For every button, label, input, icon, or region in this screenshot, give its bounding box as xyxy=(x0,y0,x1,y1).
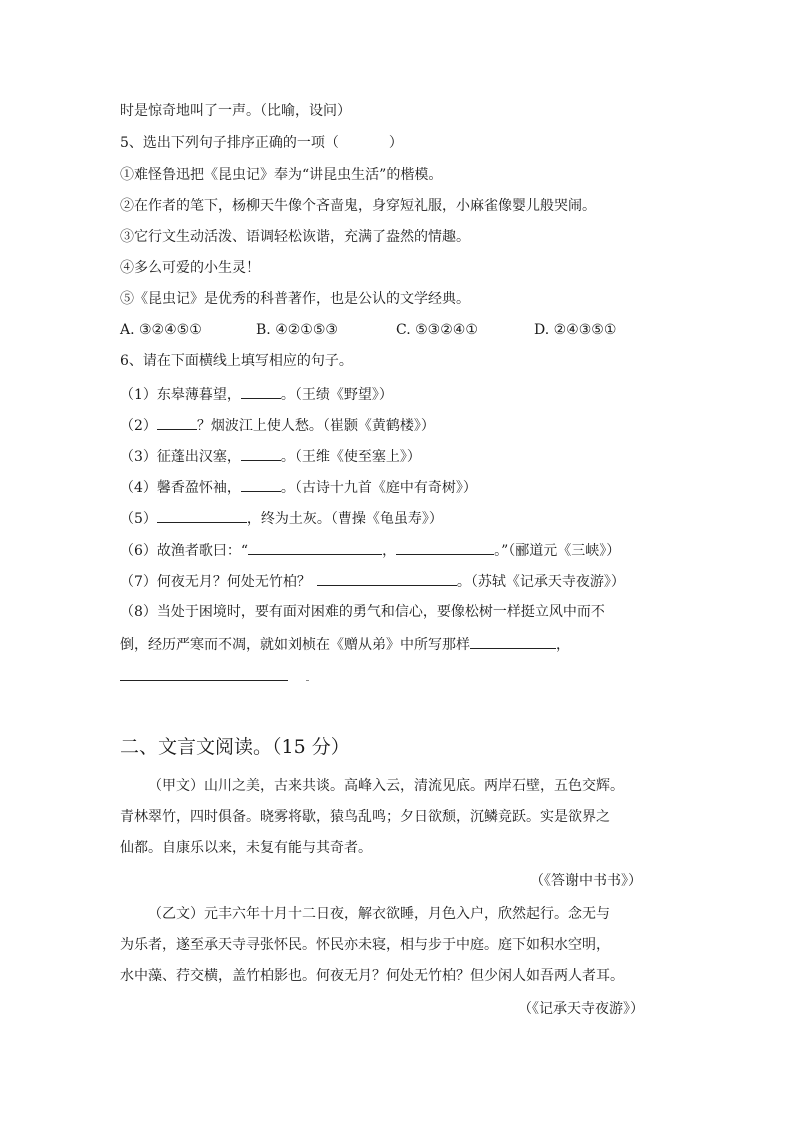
question-4-tail: 时是惊奇地叫了一声。（比喻，设问） xyxy=(120,103,351,119)
jia-line-1: （甲文）山川之美，古来共谈。高峰入云，清流见底。两岸石壁，五色交辉。 xyxy=(148,778,624,794)
jia-line-3: 仙都。自康乐以来，未复有能与其奇者。 xyxy=(120,840,372,856)
q6-l8-blank-1[interactable] xyxy=(470,634,556,649)
question-5-paren: ） xyxy=(388,135,403,151)
q5-item-2: ②在作者的笔下，杨柳天牛像个吝啬鬼，身穿短礼服，小麻雀像婴儿般哭闹。 xyxy=(120,198,596,214)
q6-l1-blank[interactable] xyxy=(241,384,281,399)
yi-line-2: 为乐者，遂至承天寺寻张怀民。怀民亦未寝，相与步于中庭。庭下如积水空明， xyxy=(120,937,610,953)
q6-line-8b xyxy=(120,634,570,654)
q6-line-4 xyxy=(120,477,477,497)
yi-line-3: 水中藻、荇交横，盖竹柏影也。何夜无月？何处无竹柏？但少闲人如吾两人者耳。 xyxy=(120,968,624,984)
q6-l2-num: （2） xyxy=(120,418,157,434)
q6-l3-text: （3）征蓬出汉塞， xyxy=(120,449,241,465)
q6-l6-comma: ， xyxy=(382,543,397,559)
q5-item-1: ①难怪鲁迅把《昆虫记》奉为“讲昆虫生活”的楷模。 xyxy=(120,167,443,183)
q6-l4-source: 。（古诗十九首《庭中有奇树》） xyxy=(280,480,477,496)
yi-line-1: （乙文）元丰六年十月十二日夜，解衣欲睡，月色入户，欣然起行。念无与 xyxy=(148,906,610,922)
q6-l8-blank-2[interactable] xyxy=(120,666,288,681)
q6-l7-blank[interactable] xyxy=(317,571,457,586)
q6-l2-blank[interactable] xyxy=(157,415,197,430)
q6-l5-num: （5） xyxy=(120,511,157,527)
q5-item-4: ④多么可爱的小生灵！ xyxy=(120,260,260,276)
q6-l3-blank[interactable] xyxy=(241,446,281,461)
q6-l2-text: ？烟波江上使人愁。（崔颢《黄鹤楼》） xyxy=(196,418,435,434)
q5-option-c: C. ⑤③②④① xyxy=(396,322,478,338)
q6-l3-source: 。（王维《使至塞上》） xyxy=(280,449,421,465)
yi-source: （《记承天寺夜游》） xyxy=(518,1001,644,1017)
q6-l6-blank-1[interactable] xyxy=(248,540,382,555)
q6-l4-blank[interactable] xyxy=(241,477,281,492)
q6-l7-source: 。（苏轼《记承天寺夜游》） xyxy=(456,574,625,590)
section-2-title: 二、文言文阅读。（15 分） xyxy=(120,736,350,758)
q6-l1-source: 。（王绩《野望》） xyxy=(280,387,393,403)
q6-l6-text: （6）故渔者歌曰：“ xyxy=(120,543,249,559)
question-5-prompt xyxy=(120,134,403,152)
q5-options xyxy=(120,321,616,339)
q6-line-8c xyxy=(120,666,288,686)
q5-item-5: ⑤《昆虫记》是优秀的科普著作，也是公认的文学经典。 xyxy=(120,291,470,307)
q6-line-2 xyxy=(120,415,435,435)
q6-line-5 xyxy=(120,508,443,528)
q5-item-3: ③它行文生动活泼、语调轻松诙谐，充满了盎然的情趣。 xyxy=(120,229,470,245)
jia-line-2: 青林翠竹，四时俱备。晓雾将歇，猿鸟乱鸣；夕日欲颓，沉鳞竞跃。实是欲界之 xyxy=(120,809,610,825)
q6-l6-blank-2[interactable] xyxy=(396,540,494,555)
q6-line-7 xyxy=(120,571,625,591)
q6-l8-text: 倒，经历严寒而不凋，就如刘桢在《赠从弟》中所写那样 xyxy=(120,637,470,653)
q6-line-1 xyxy=(120,384,393,404)
scan-artifact xyxy=(306,680,309,681)
q6-line-3 xyxy=(120,446,421,466)
question-6-prompt: 6、请在下面横线上填写相应的句子。 xyxy=(120,353,353,369)
q5-option-a: A. ③②④⑤① xyxy=(120,322,202,338)
q5-option-b: B. ④②①⑤③ xyxy=(256,322,338,338)
q6-l1-text: （1）东皋薄暮望， xyxy=(120,387,241,403)
q6-l6-source: 。”（郦道元《三峡》） xyxy=(494,543,621,559)
q6-line-8a: （8）当处于困境时，要有面对困难的勇气和信心，要像松树一样挺立风中而不 xyxy=(120,604,605,620)
q6-l7-text: （7）何夜无月？何处无竹柏？ xyxy=(120,574,311,590)
jia-source: （《答谢中书书》） xyxy=(530,873,642,889)
q6-l4-text: （4）馨香盈怀袖， xyxy=(120,480,241,496)
q6-l8-comma: ， xyxy=(556,637,570,653)
q6-l5-text: ，终为土灰。（曹操《龟虽寿》） xyxy=(246,511,443,527)
question-5-text: 5、选出下列句子排序正确的一项（ xyxy=(120,135,339,151)
q6-line-6 xyxy=(120,540,620,560)
q6-l5-blank[interactable] xyxy=(157,508,247,523)
q5-option-d: D. ②④③⑤① xyxy=(534,322,617,338)
